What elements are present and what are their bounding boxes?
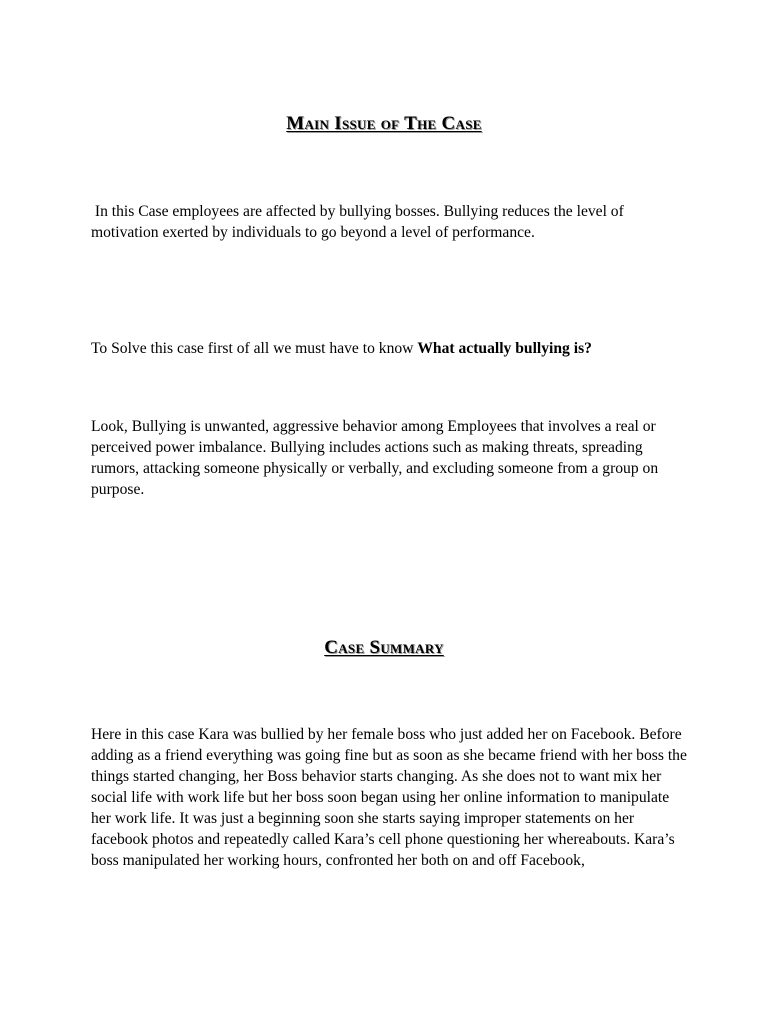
summary-paragraph: Here in this case Kara was bullied by her female boss who just added her on Facebook. Before adding as a friend everything was going fine but as soon as she became friend with her boss the things started changing, her Boss behavior starts changing. As she does not to want mix her social life with work life but her boss soon began using her online information to manipulate her work life. It was just a beginning soon she starts saying improper statements on her facebook photos and repeatedly called Kara’s cell phone questioning her whereabouts. Kara’s boss manipulated her working hours, confronted her both on and off Facebook, bbox=[91, 726, 687, 869]
definition-paragraph: Look, Bullying is unwanted, aggressive behavior among Employees that involves a real or perceived power imbalance. Bullying includes actions such as making threats, spreading rumors, attacking someone physically or verbally, and excluding someone from a group on purpose. bbox=[91, 418, 659, 498]
section-heading-case-summary: Case Summary bbox=[324, 637, 444, 658]
intro-paragraph: In this Case employees are affected by bullying bosses. Bullying reduces the level of motivation exerted by individuals to go beyond a level of performance. bbox=[91, 203, 628, 241]
question-bold-text: What actually bullying is? bbox=[417, 340, 592, 357]
question-paragraph bbox=[91, 338, 691, 359]
question-prefix-text: To Solve this case first of all we must have to know bbox=[91, 340, 418, 357]
section-heading-main-issue: Main Issue of The Case bbox=[286, 113, 482, 134]
